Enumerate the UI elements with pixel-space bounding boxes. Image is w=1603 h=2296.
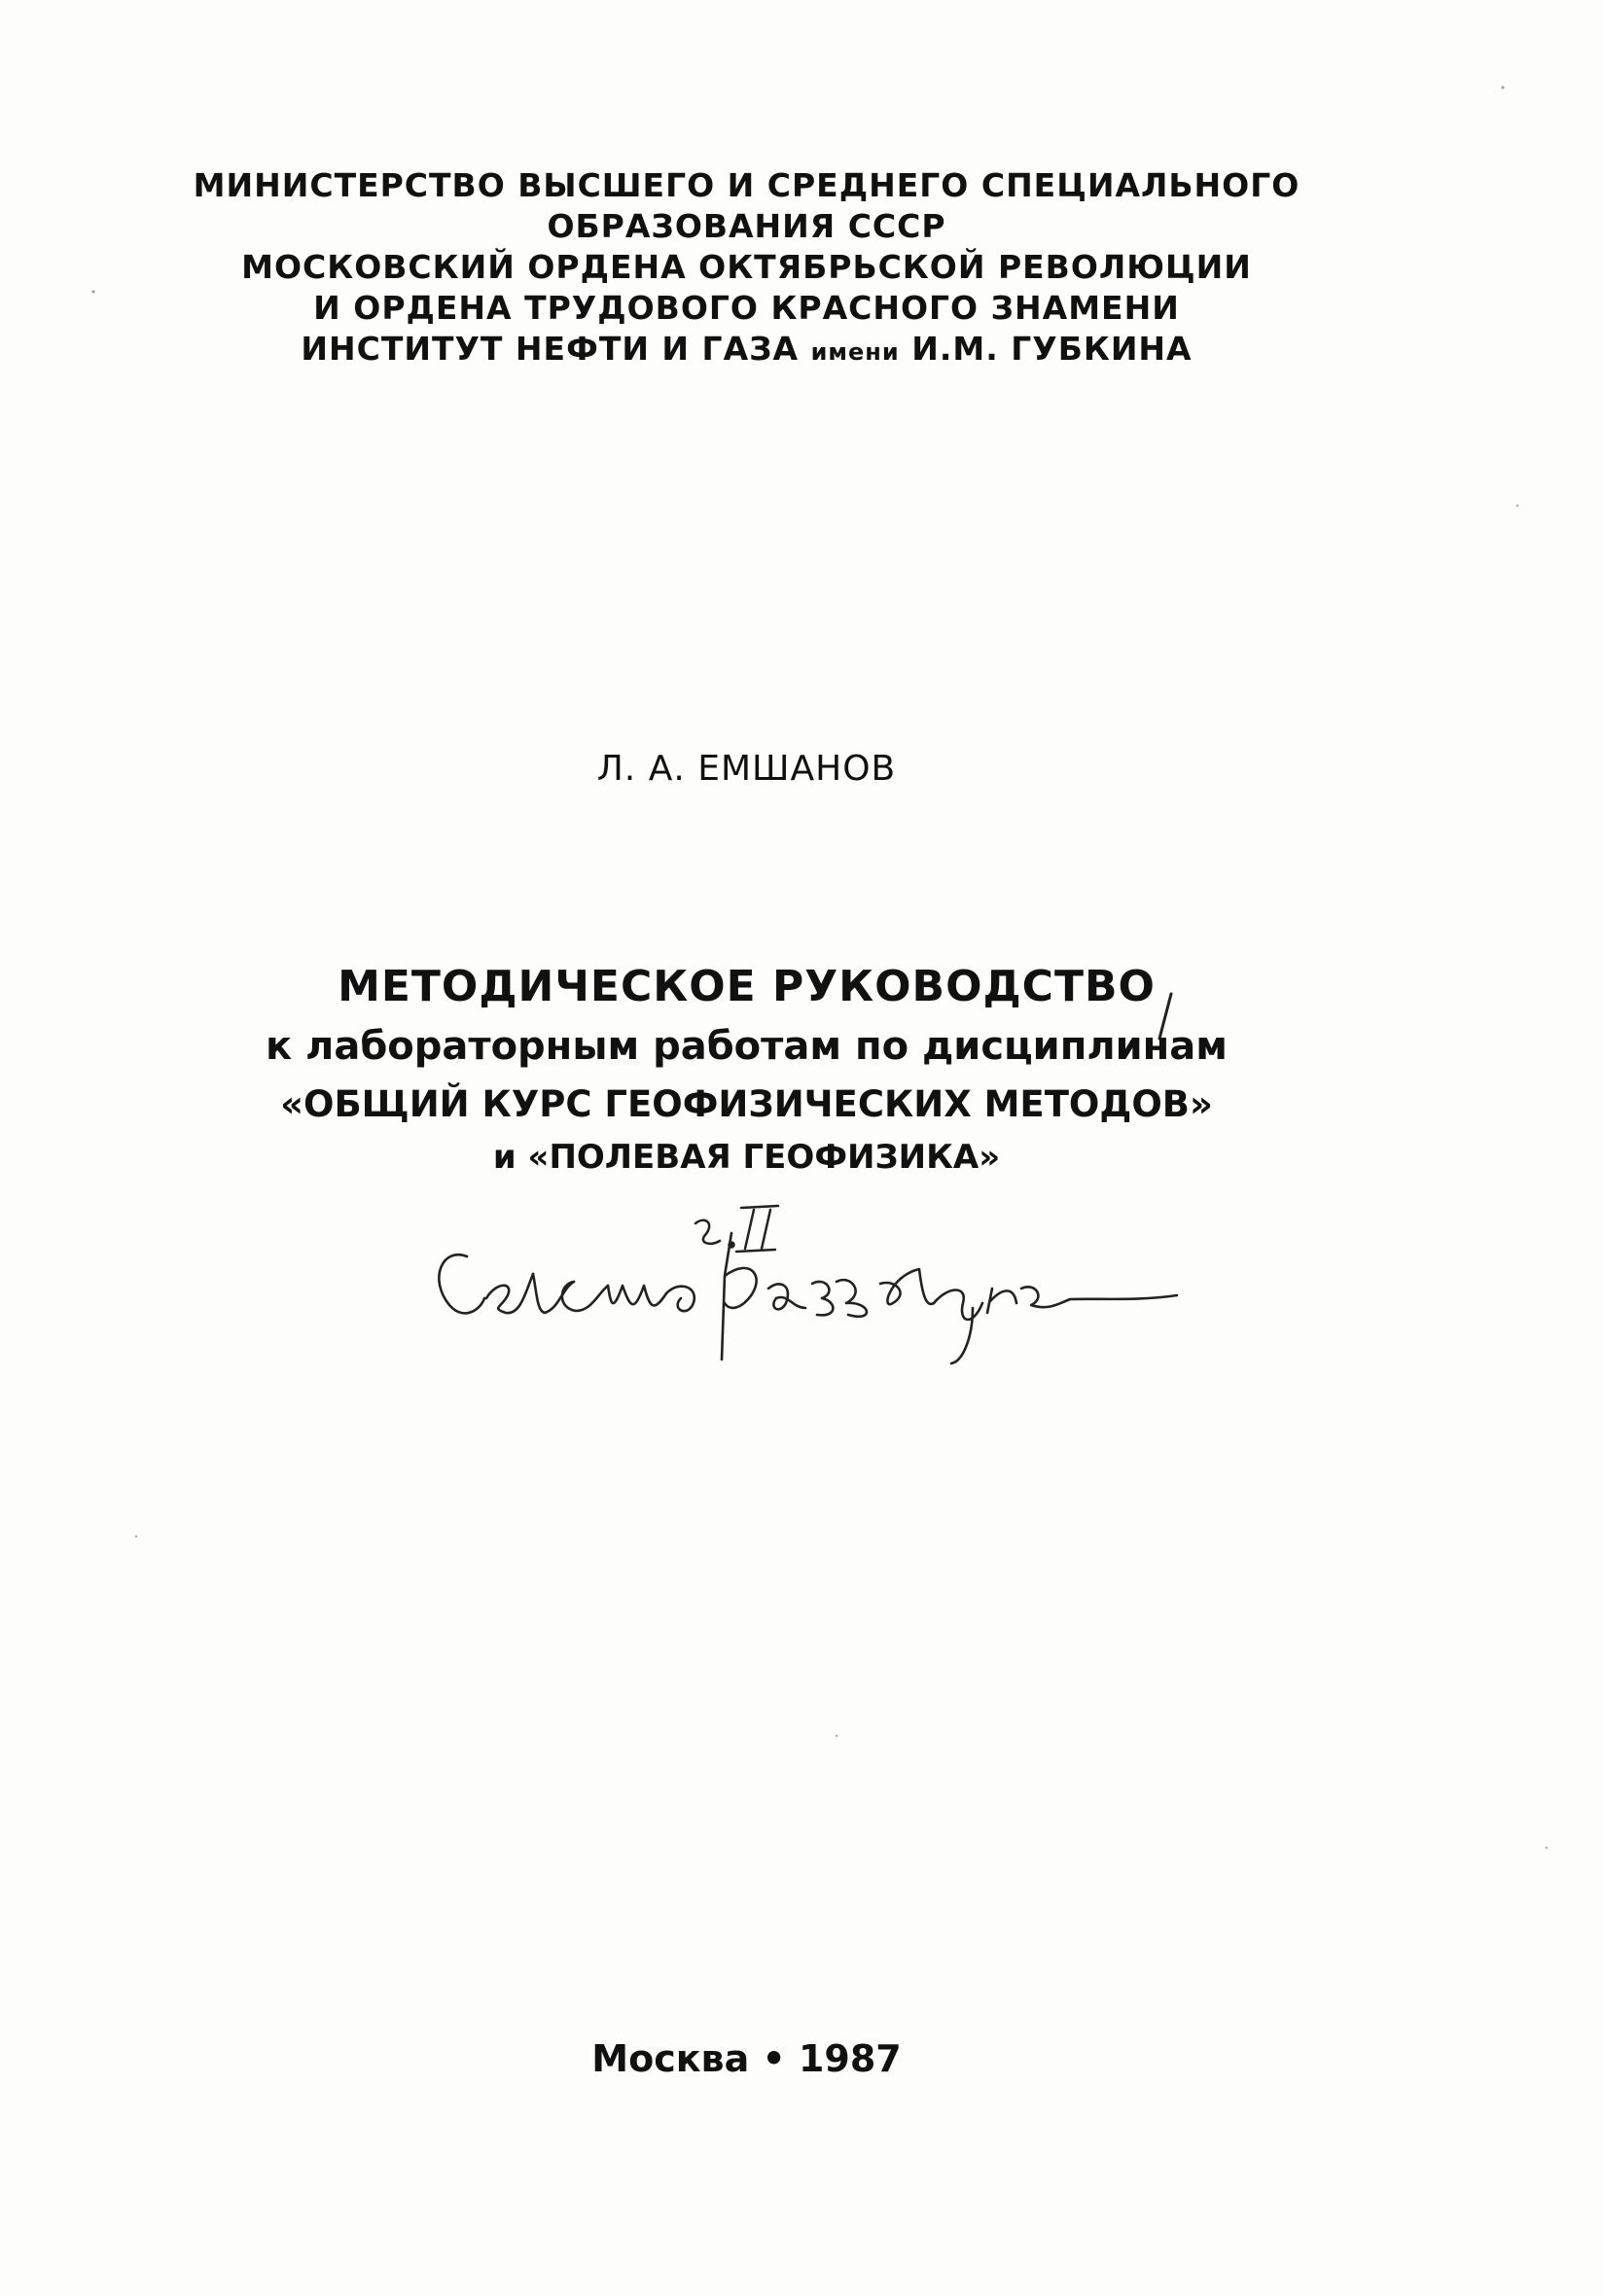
title-block [0,958,1493,1182]
header-institute-small: имени [810,338,900,366]
handwritten-part-number [695,1206,778,1252]
header-institute-end: И.М. ГУБКИНА [911,330,1193,368]
header-line-institute [0,329,1493,372]
header-line-institute-name: МОСКОВСКИЙ ОРДЕНА ОКТЯБРЬСКОЙ РЕВОЛЮЦИИ [241,248,1252,286]
header-institute-main: ИНСТИТУТ НЕФТИ И ГАЗА [301,330,800,368]
institution-header [0,165,1493,372]
publication-place-year: Москва • 1987 [591,2037,902,2080]
title-main: МЕТОДИЧЕСКОЕ РУКОВОДСТВО [338,962,1156,1011]
author-name: Л. А. ЕМШАНОВ [596,749,897,789]
title-subtitle: к лабораторным работам по дисциплинам [265,1024,1228,1069]
header-line-order: И ОРДЕНА ТРУДОВОГО КРАСНОГО ЗНАМЕНИ [313,289,1180,327]
title-course-1: «ОБЩИЙ КУРС ГЕОФИЗИЧЕСКИХ МЕТОДОВ» [280,1083,1213,1125]
header-line-education: ОБРАЗОВАНИЯ СССР [547,207,946,245]
title-course-2: и «ПОЛЕВАЯ ГЕОФИЗИКА» [492,1138,1001,1177]
handwritten-title [439,1233,1177,1363]
header-line-ministry: МИНИСТЕРСТВО ВЫСШЕГО И СРЕДНЕГО СПЕЦИАЛЬНОГО [193,166,1300,204]
